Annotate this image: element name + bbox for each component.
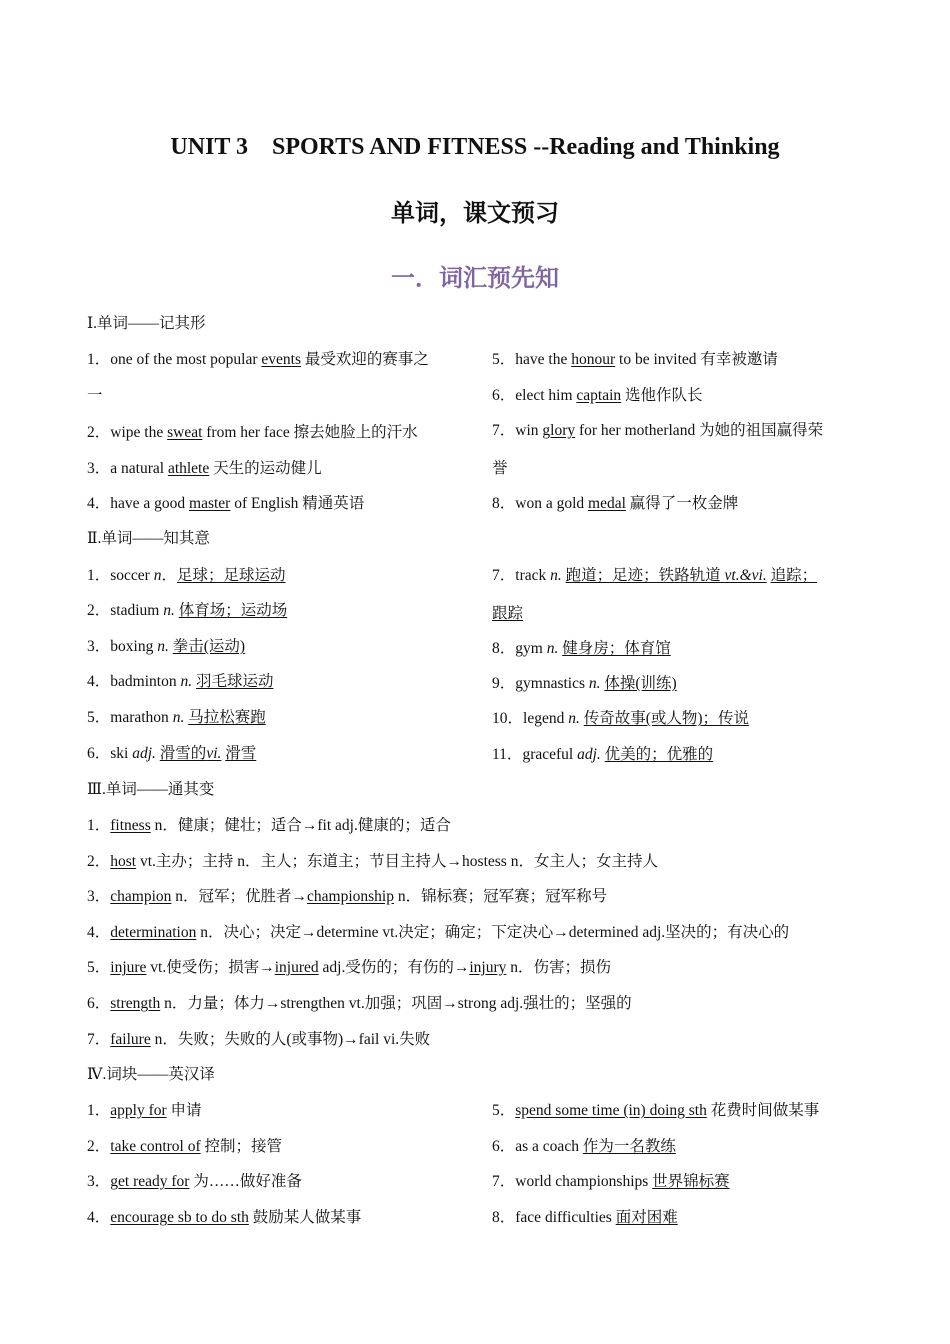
part1-heading: Ⅰ.单词——记其形 [87, 315, 206, 332]
part4-item: 4．encourage sb to do sth 鼓励某人做某事 [87, 1209, 362, 1226]
part3-item: 7．failure n．失败；失败的人(或事物)→fail vi.失败 [87, 1031, 431, 1048]
part2-item: 4．badminton n. 羽毛球运动 [87, 673, 274, 690]
page-title: UNIT 3 SPORTS AND FITNESS --Reading and Thinking [170, 134, 780, 160]
part1-item-cont: 一 [87, 387, 103, 404]
part3-item: 6．strength n．力量；体力→strengthen vt.加强；巩固→strong adj.强壮的；坚强的 [87, 995, 632, 1012]
part3-item: 5．injure vt.使受伤；损害→injured adj.受伤的；有伤的→injury n．伤害；损伤 [87, 959, 611, 976]
part1-item: 6．elect him captain 选他作队长 [492, 387, 703, 404]
part2-item: 6．ski adj. 滑雪的vi. 滑雪 [87, 745, 257, 762]
part4-item: 3．get ready for 为……做好准备 [87, 1173, 302, 1190]
part3-item: 3．champion n．冠军；优胜者→championship n．锦标赛；冠军赛；冠军称号 [87, 888, 608, 905]
part2-item: 8．gym n. 健身房；体育馆 [492, 640, 671, 657]
part1-item: 1．one of the most popular events 最受欢迎的赛事之 [87, 351, 429, 368]
part2-item: 10．legend n. 传奇故事(或人物)；传说 [492, 710, 750, 727]
part3-item: 2．host vt.主办；主持 n．主人；东道主；节目主持人→hostess n．女主人；女主持人 [87, 853, 658, 870]
part2-item: 9．gymnastics n. 体操(训练) [492, 675, 677, 692]
part4-item: 8．face difficulties 面对困难 [492, 1209, 678, 1226]
part2-item: 7．track n. 跑道；足迹；铁路轨道 vt.&vi. 追踪； [492, 567, 818, 584]
part4-item: 6．as a coach 作为一名教练 [492, 1138, 676, 1155]
part2-item-cont: 跟踪 [492, 605, 524, 622]
part4-item: 1．apply for 申请 [87, 1102, 202, 1119]
part2-item: 1．soccer n．足球；足球运动 [87, 567, 286, 584]
part3-item: 1．fitness n．健康；健壮；适合→fit adj.健康的；适合 [87, 817, 451, 834]
page-subtitle: 单词，课文预习 [391, 201, 559, 227]
part1-item: 7．win glory for her motherland 为她的祖国赢得荣 [492, 422, 824, 439]
part4-item: 2．take control of 控制；接管 [87, 1138, 283, 1155]
part1-item: 4．have a good master of English 精通英语 [87, 495, 365, 512]
section-heading: 一．词汇预先知 [391, 266, 559, 292]
part3-heading: Ⅲ.单词——通其变 [87, 781, 215, 798]
part1-item: 3．a natural athlete 天生的运动健儿 [87, 460, 322, 477]
part1-item: 8．won a gold medal 赢得了一枚金牌 [492, 495, 739, 512]
part1-item: 5．have the honour to be invited 有幸被邀请 [492, 351, 778, 368]
part1-item: 2．wipe the sweat from her face 擦去她脸上的汗水 [87, 424, 418, 441]
part2-item: 11．graceful adj. 优美的；优雅的 [492, 746, 714, 763]
part2-item: 2．stadium n. 体育场；运动场 [87, 602, 288, 619]
part2-heading: Ⅱ.单词——知其意 [87, 530, 210, 547]
part4-item: 5．spend some time (in) doing sth 花费时间做某事 [492, 1102, 820, 1119]
part4-heading: Ⅳ.词块——英汉译 [87, 1066, 215, 1083]
part3-item: 4．determination n．决心；决定→determine vt.决定；确定；下定决心→determined adj.坚决的；有决心的 [87, 924, 790, 941]
part1-item-cont: 誉 [492, 460, 508, 477]
part4-item: 7．world championships 世界锦标赛 [492, 1173, 730, 1190]
part2-item: 5．marathon n. 马拉松赛跑 [87, 709, 266, 726]
part2-item: 3．boxing n. 拳击(运动) [87, 638, 246, 655]
